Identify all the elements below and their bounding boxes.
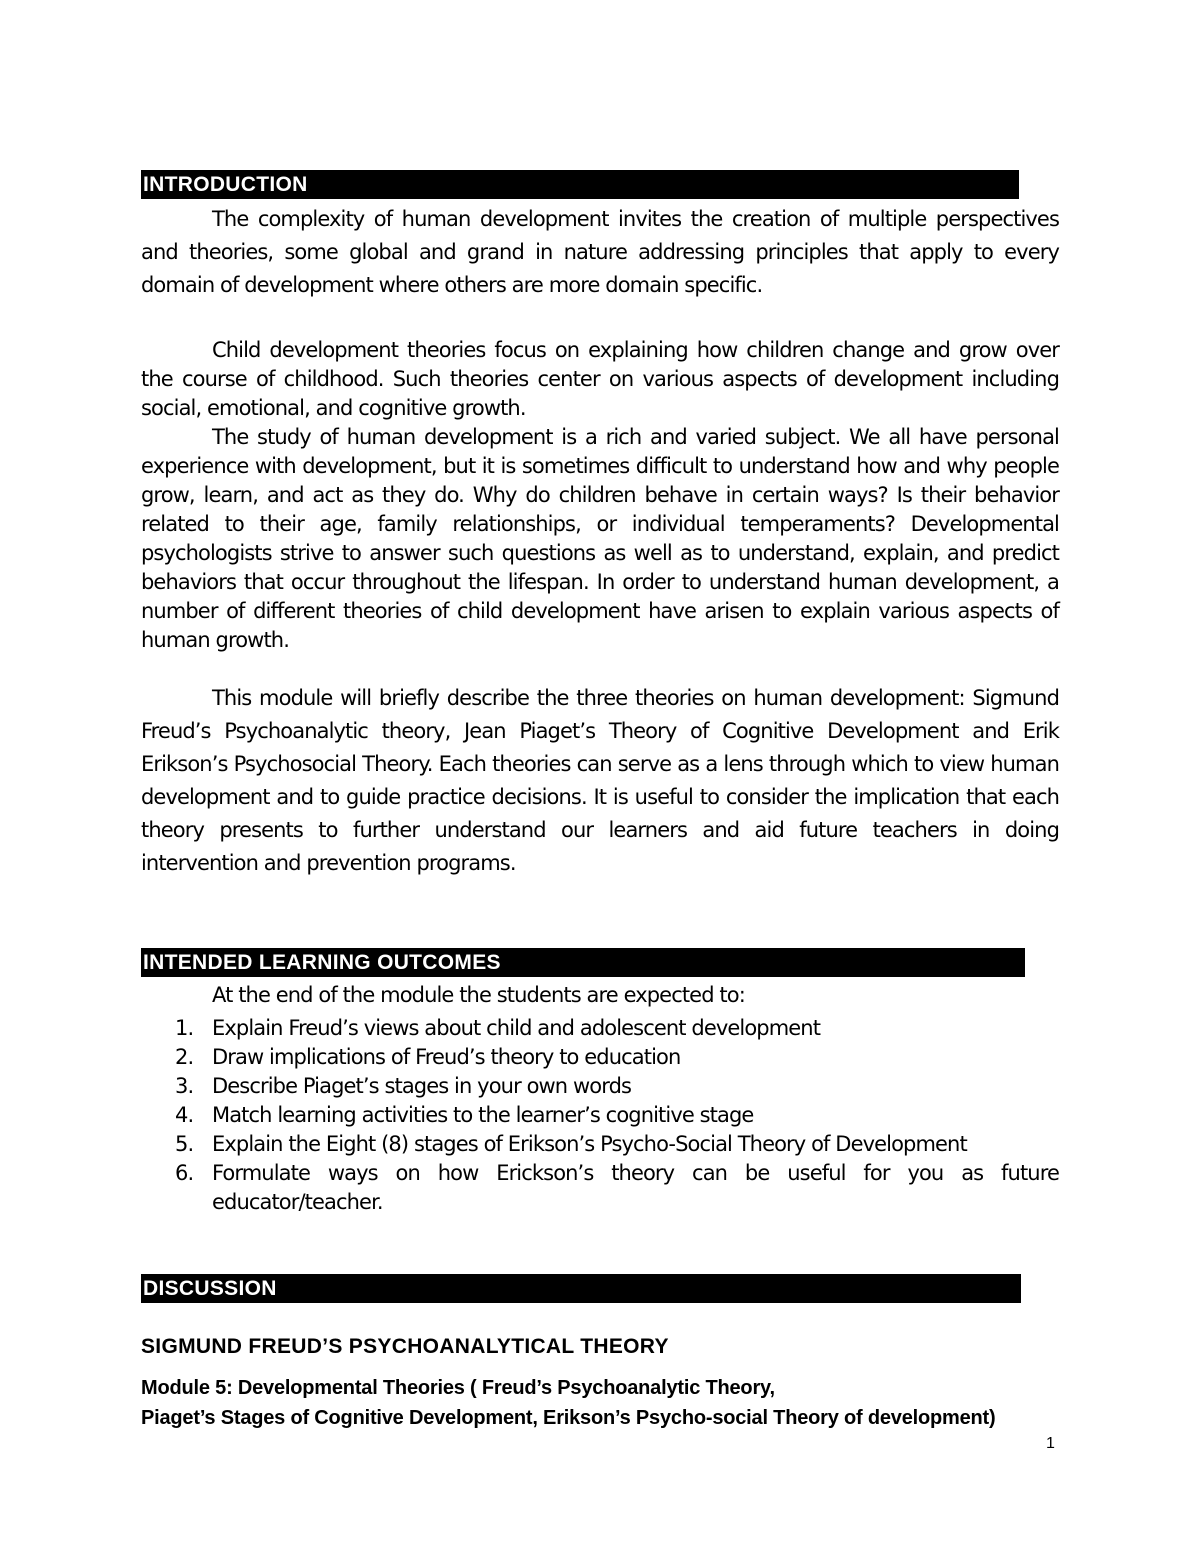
footer-line-2: Piaget’s Stages of Cognitive Development, Erikson’s Psycho-social Theory of development) (141, 1407, 996, 1429)
list-item-number: 1. (175, 1016, 194, 1040)
list-item (141, 1101, 1059, 1130)
list-item-number: 3. (175, 1074, 194, 1098)
freud-section-title: SIGMUND FREUD’S PSYCHOANALYTICAL THEORY (141, 1335, 669, 1358)
intro-paragraph-3-text: The study of human development is a rich and varied subject. We all have personal experience with development, but it is sometimes difficult to understand how and why people grow, learn, and act as they do. Why do children behave in certain ways? Is their behavior related to their age, family relationships, or individual temperaments? Developmental psychologists strive to answer such questions as well as to understand, explain, and predict behaviors that occur throughout the lifespan. In order to understand human development, a number of different theories of child development have arisen to explain various aspects of human growth. (141, 425, 1059, 652)
learning-outcomes-intro: At the end of the module the students are expected to: (212, 983, 745, 1007)
list-item-number: 4. (175, 1103, 194, 1127)
footer-line-1: Module 5: Developmental Theories ( Freud’s Psychoanalytic Theory, (141, 1377, 775, 1399)
list-item-text: Describe Piaget’s stages in your own words (212, 1074, 632, 1098)
list-item (141, 1130, 1059, 1159)
list-item-text: Explain the Eight (8) stages of Erikson’s Psycho-Social Theory of Development (212, 1132, 967, 1156)
list-item-text: Match learning activities to the learner’s cognitive stage (212, 1103, 754, 1127)
list-item (141, 1014, 1059, 1043)
list-item (141, 1159, 1059, 1217)
intro-paragraph-4-text: This module will briefly describe the three theories on human development: Sigmund Freud’s Psychoanalytic theory, Jean Piaget’s Theory of Cognitive Development and Erik Erikson’s Psychosocial Theory. Each theories can serve as a lens through which to view human development and to guide practice decisions. It is useful to consider the implication that each theory presents to further understand our learners and aid future teachers in doing intervention and prevention programs. (141, 686, 1059, 875)
module-footer (141, 1373, 1041, 1433)
intro-paragraph-1 (141, 203, 1059, 302)
list-item (141, 1043, 1059, 1072)
intro-paragraph-3 (141, 423, 1059, 655)
learning-outcomes-list (141, 1014, 1059, 1217)
list-item-text: Explain Freud’s views about child and adolescent development (212, 1016, 821, 1040)
list-item (141, 1072, 1059, 1101)
list-item-number: 6. (175, 1161, 194, 1185)
discussion-heading: DISCUSSION (141, 1274, 1021, 1303)
intro-paragraph-4 (141, 682, 1059, 880)
introduction-heading: INTRODUCTION (141, 170, 1019, 199)
learning-outcomes-heading: INTENDED LEARNING OUTCOMES (141, 948, 1025, 977)
list-item-number: 5. (175, 1132, 194, 1156)
intro-paragraph-2-text: Child development theories focus on explaining how children change and grow over the course of childhood. Such theories center on various aspects of development including social, emotional, and cognitive growth. (141, 338, 1059, 420)
list-item-number: 2. (175, 1045, 194, 1069)
list-item-text: Draw implications of Freud’s theory to education (212, 1045, 681, 1069)
intro-paragraph-2 (141, 336, 1059, 423)
intro-paragraph-1-text: The complexity of human development invites the creation of multiple perspectives and theories, some global and grand in nature addressing principles that apply to every domain of development where others are more domain specific. (141, 207, 1059, 297)
page-number: 1 (1046, 1435, 1055, 1452)
list-item-text: Formulate ways on how Erickson’s theory can be useful for you as future educator/teacher. (212, 1161, 1059, 1214)
